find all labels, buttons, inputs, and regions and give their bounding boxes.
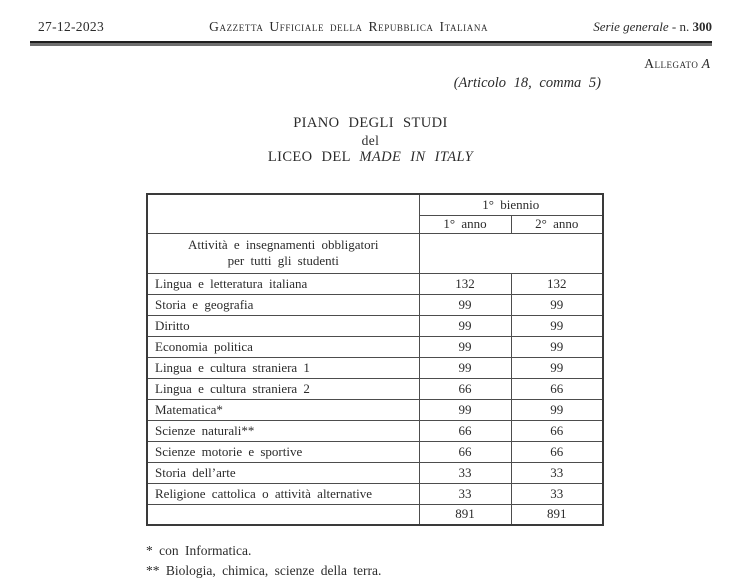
hours-cell-year2: 66 bbox=[511, 378, 603, 399]
subject-cell: Diritto bbox=[147, 315, 419, 336]
title-line3-italic: MADE IN ITALY bbox=[359, 149, 474, 165]
hours-cell-year1: 66 bbox=[419, 420, 511, 441]
subject-cell: Lingua e cultura straniera 2 bbox=[147, 378, 419, 399]
annex-label bbox=[644, 56, 710, 72]
hours-cell-year1: 66 bbox=[419, 378, 511, 399]
hours-cell-year2: 33 bbox=[511, 462, 603, 483]
table-row bbox=[147, 462, 603, 483]
hours-cell-year2: 132 bbox=[511, 273, 603, 294]
subject-cell: Storia dell’arte bbox=[147, 462, 419, 483]
table-row bbox=[147, 315, 603, 336]
table-row bbox=[147, 441, 603, 462]
study-plan-table bbox=[146, 193, 604, 526]
hours-cell-year1: 66 bbox=[419, 441, 511, 462]
hours-cell-year2: 66 bbox=[511, 441, 603, 462]
subject-cell: Lingua e letteratura italiana bbox=[147, 273, 419, 294]
subject-cell: Religione cattolica o attività alternative bbox=[147, 483, 419, 504]
col-header-year1: 1° anno bbox=[419, 215, 511, 233]
corner-cell bbox=[147, 194, 419, 233]
subject-cell: Economia politica bbox=[147, 336, 419, 357]
table-row bbox=[147, 357, 603, 378]
header-rule bbox=[30, 41, 712, 46]
row-group-header-line1: Attività e insegnamenti obbligatori bbox=[187, 237, 379, 252]
total-hours-year1: 891 bbox=[419, 504, 511, 525]
series-separator: - n. bbox=[668, 19, 693, 34]
footnote-informatica: * con Informatica. bbox=[146, 543, 252, 558]
hours-cell-year2: 99 bbox=[511, 336, 603, 357]
hours-cell-year2: 99 bbox=[511, 399, 603, 420]
col-header-year2: 2° anno bbox=[511, 215, 603, 233]
annex-word: Allegato bbox=[644, 56, 699, 71]
hours-cell-year2: 99 bbox=[511, 357, 603, 378]
col-group-header: 1° biennio bbox=[419, 194, 603, 215]
row-group-header-empty-cell bbox=[419, 233, 603, 273]
subject-cell: Matematica* bbox=[147, 399, 419, 420]
table-row bbox=[147, 294, 603, 315]
annex-letter: A bbox=[701, 56, 710, 71]
table-header-row-biennio bbox=[147, 194, 603, 215]
hours-cell-year2: 99 bbox=[511, 315, 603, 336]
hours-cell-year1: 132 bbox=[419, 273, 511, 294]
hours-cell-year1: 33 bbox=[419, 462, 511, 483]
publication-title: Gazzetta Ufficiale della Repubblica Italiana bbox=[209, 19, 489, 34]
hours-cell-year2: 99 bbox=[511, 294, 603, 315]
hours-cell-year1: 99 bbox=[419, 357, 511, 378]
series-name: Serie generale bbox=[593, 19, 669, 34]
hours-cell-year2: 33 bbox=[511, 483, 603, 504]
hours-cell-year1: 99 bbox=[419, 294, 511, 315]
title-line3-prefix: LICEO DEL bbox=[267, 149, 360, 165]
hours-cell-year2: 66 bbox=[511, 420, 603, 441]
total-row bbox=[147, 504, 603, 525]
hours-cell-year1: 99 bbox=[419, 399, 511, 420]
title-line3 bbox=[0, 149, 741, 166]
subject-cell: Scienze motorie e sportive bbox=[147, 441, 419, 462]
article-reference: (Articolo 18, comma 5) bbox=[453, 75, 601, 91]
row-group-header bbox=[147, 233, 603, 273]
subject-cell: Storia e geografia bbox=[147, 294, 419, 315]
table-row bbox=[147, 336, 603, 357]
footnotes bbox=[146, 541, 381, 581]
title-line2: del bbox=[361, 133, 380, 148]
row-group-header-cell bbox=[147, 233, 419, 273]
subject-cell: Scienze naturali** bbox=[147, 420, 419, 441]
table-row bbox=[147, 378, 603, 399]
table-row bbox=[147, 399, 603, 420]
issue-number: 300 bbox=[692, 19, 712, 34]
row-group-header-line2: per tutti gli studenti bbox=[227, 253, 339, 268]
page-header bbox=[38, 19, 712, 35]
table-row bbox=[147, 483, 603, 504]
subject-cell: Lingua e cultura straniera 1 bbox=[147, 357, 419, 378]
document-title bbox=[0, 115, 741, 166]
total-label-cell bbox=[147, 504, 419, 525]
hours-cell-year1: 99 bbox=[419, 336, 511, 357]
table-row bbox=[147, 420, 603, 441]
title-line1: PIANO DEGLI STUDI bbox=[293, 115, 448, 131]
footnote-scienze: ** Biologia, chimica, scienze della terra. bbox=[146, 563, 382, 578]
hours-cell-year1: 99 bbox=[419, 315, 511, 336]
total-hours-year2: 891 bbox=[511, 504, 603, 525]
issue-date: 27-12-2023 bbox=[38, 19, 104, 34]
hours-cell-year1: 33 bbox=[419, 483, 511, 504]
series-info bbox=[593, 19, 712, 35]
table-row bbox=[147, 273, 603, 294]
